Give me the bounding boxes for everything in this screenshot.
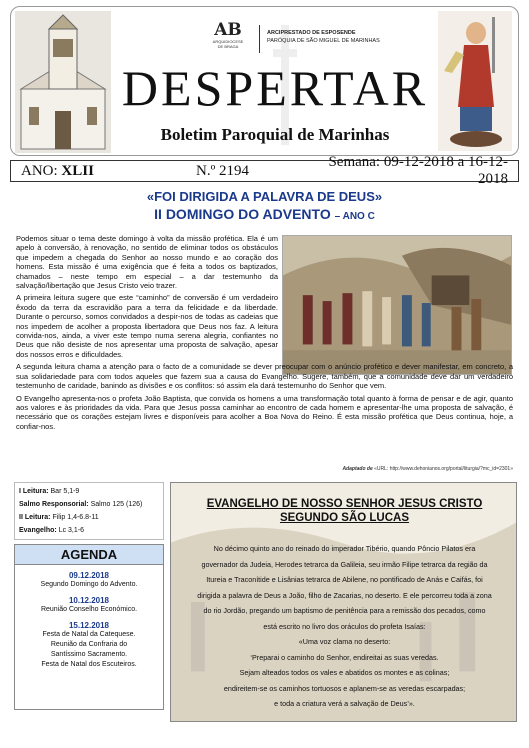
reading-1-value: Bar 5,1-9 — [50, 488, 80, 495]
gospel-line: endireitem-se os caminhos tortuosos e aplanem-se as veredas escarpadas; — [223, 683, 466, 693]
masthead — [10, 6, 519, 156]
source-attribution — [16, 466, 513, 472]
paragraph-gospel: O Evangelho apresenta-nos o profeta João Baptista, que convida os homens a uma transformação total quanto à forma de pensar e de agir, quanto aos valores e às prioridades da vida. Para que Jesus possa caminhar ao encontro de cada homem e apresentar-lhe uma proposta de salvação, é necessário que os corações estejam livres e disponíveis para acolher a Boa Nova do Reino. É esta missão profética que Deus continua, hoje, a confiar-nos. — [16, 393, 513, 431]
headline — [10, 188, 519, 226]
reading-2-label: II Leitura: — [19, 514, 51, 521]
gospel-title-line: SEGUNDO SÃO LUCAS — [279, 512, 410, 524]
readings-box — [14, 482, 164, 540]
gospel-title-line: EVANGELHO DE NOSSO SENHOR JESUS CRISTO — [206, 498, 483, 510]
saint-michael-illustration — [438, 11, 512, 151]
gospel-reading-label: Evangelho: — [19, 527, 57, 534]
year-cell — [11, 163, 186, 180]
gospel-line: dirigida a palavra de Deus a João, filho de Zacarias, no deserto. E ele percorreu toda a zona — [197, 590, 492, 600]
week-range: Semana: 09-12-2018 a 16-12-2018 — [328, 154, 508, 187]
agenda-event: Segundo Domingo do Advento. — [40, 581, 138, 588]
psalm-value: Salmo 125 (126) — [90, 501, 143, 508]
gospel-line: e toda a criatura verá a salvação de Deus’». — [274, 699, 415, 708]
gospel-title — [183, 497, 506, 525]
gospel-line: «Uma voz clama no deserto: — [298, 637, 391, 646]
paragraph-first-reading: A primeira leitura sugere que este “caminho” de conversão é um verdadeiro êxodo da terra da escravidão para a terra da felicidade e da liberdade. Durante o percurso, somos convidados a despir-nos de todas as cadeias que nos impedem de acolher a proposta libertadora que Deus nos faz. A leitura convida-nos, ainda, a viver este tempo numa serena alegria, confiantes no Deus que não desiste de nos apresentar uma proposta de salvação, apesar dos nossos erros e dificuldades. — [16, 293, 278, 359]
masthead-subtitle: Boletim Paroquial de Marinhas — [160, 125, 390, 144]
logo-sub-line: ARQUIDIOCESE — [212, 39, 244, 44]
paragraph-second-reading: A segunda leitura chama a atenção para o facto de a comunidade se dever preocupar com o anúncio profético e dever manifestar, em concreto, a sua solidariedade para com todos aqueles que fazem sua a causa do Evangelho. Sugere, também, que a comunidade deve dar um verdadeiro testemunho de caridade, banindo as divisões e os conflitos: só assim ela dará testemunho do Senhor que vem. — [16, 362, 513, 391]
headline-sunday — [10, 205, 519, 226]
agenda-title: AGENDA — [15, 545, 163, 565]
paragraph-theme: Podemos situar o tema deste domingo à volta da missão profética. Ela é um apelo à conversão, à renovação, no sentido de eliminar todos os obstáculos que impedem a chegada do Senhor ao nosso mundo e ao coração dos homens. Esta missão é uma exigência que é feita a todos os baptizados, chamados – neste tempo em especial – a dar testemunho da salvação/libertação que Jesus Cristo veio trazer. — [16, 234, 278, 291]
masthead-title: DESPERTAR — [121, 60, 429, 116]
agenda-event: Festa de Natal da Catequese. — [42, 631, 136, 638]
agenda-event: Festa de Natal dos Escuteiros. — [41, 661, 137, 668]
gospel-reading-value: Lc 3,1-6 — [58, 527, 84, 534]
psalm — [19, 498, 159, 511]
adapted-label: Adaptado de — [342, 466, 373, 472]
agenda-date: 10.12.2018 — [68, 596, 110, 605]
gospel-reading — [19, 524, 159, 537]
issue-info-bar — [10, 154, 519, 187]
liturgical-year: – ANO C — [334, 211, 375, 222]
headline-quote: «FOI DIRIGIDA A PALAVRA DE DEUS» — [146, 189, 383, 204]
sunday-title: II DOMINGO DO ADVENTO — [154, 206, 331, 222]
issue-number: N.º 2194 — [196, 162, 249, 179]
gospel-line: No décimo quinto ano do reinado do imperador Tibério, quando Pôncio Pilatos era — [213, 544, 476, 553]
logo-divider — [259, 25, 260, 53]
archpriest-line: ARCIPRESTADO DE ESPOSENDE — [267, 30, 356, 36]
article-body — [16, 234, 513, 434]
agenda-event: Reunião da Confraria do — [50, 641, 128, 648]
psalm-label: Salmo Responsorial: — [19, 501, 89, 508]
agenda-event: Santíssimo Sacramento. — [50, 651, 128, 658]
agenda-date: 09.12.2018 — [68, 571, 110, 580]
gospel-line: Itureia e Traconítide e Lisânias tetrarca de Abilene, no pontificado de Anás e Caifás, foi — [206, 575, 483, 584]
gospel-line: está escrito no livro dos oráculos do profeta Isaías: — [263, 621, 426, 631]
reading-2 — [19, 511, 159, 524]
reading-1 — [19, 485, 159, 498]
logo-mark: AB — [214, 20, 242, 40]
reading-1-label: I Leitura: — [19, 488, 49, 495]
agenda-date: 15.12.2018 — [68, 621, 110, 630]
gospel-line: do rio Jordão, pregando um baptismo de penitência para a remissão dos pecados, como — [203, 606, 486, 615]
agenda-event: Reunião Conselho Económico. — [40, 606, 138, 613]
agenda-box — [14, 544, 164, 710]
adapted-source-link[interactable]: «URL: http://www.dehonianos.org/portal/liturgia/?mc_id=2301» — [374, 466, 513, 472]
year-value: XLII — [61, 162, 94, 179]
gospel-line: ‘Preparai o caminho do Senhor, endireitai as suas veredas. — [250, 652, 439, 662]
gospel-line: governador da Judeia, Herodes tetrarca da Galileia, seu irmão Filipe tetrarca da região da — [201, 559, 488, 569]
archpriest-block — [267, 29, 380, 45]
year-label: ANO: — [21, 162, 58, 179]
parish-line: PARÓQUIA DE SÃO MIGUEL DE MARINHAS — [267, 38, 380, 44]
gospel-text — [181, 541, 508, 712]
reading-2-value: Filip 1,4-6.8-11 — [52, 514, 99, 521]
left-column — [14, 482, 164, 718]
church-illustration — [15, 11, 111, 153]
gospel-line: Sejam alteados todos os vales e abatidos os montes e as colinas; — [239, 668, 450, 677]
logo-sub-line: DE BRAGA — [217, 44, 239, 49]
gospel-box — [170, 482, 517, 722]
